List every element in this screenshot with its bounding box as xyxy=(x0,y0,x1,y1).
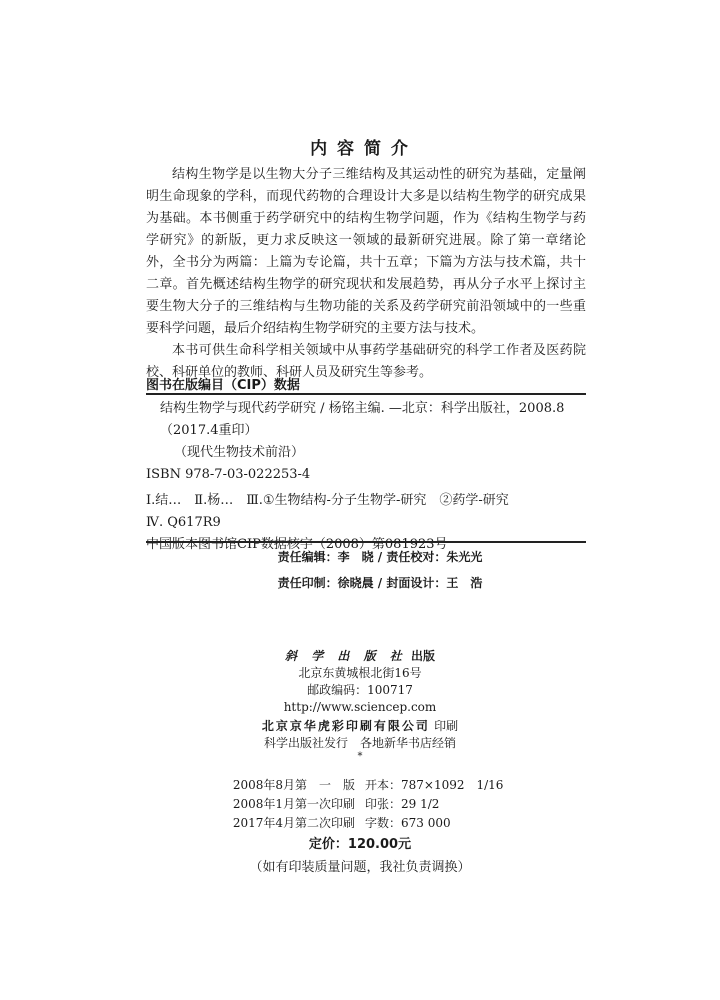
cip-isbn: ISBN 978-7-03-022253-4 xyxy=(146,467,311,482)
cip-heading: 图书在版编目（CIP）数据 xyxy=(146,378,300,393)
printer-name: 北京京华虎彩印刷有限公司 xyxy=(261,719,430,733)
printer-line xyxy=(0,718,720,735)
spec-row-edition xyxy=(0,776,720,795)
cip-bottom-rule xyxy=(146,541,586,543)
cip-data-block xyxy=(146,398,586,556)
page-title: 内 容 简 介 xyxy=(310,139,410,159)
second-printing: 2017年4月第二次印刷 xyxy=(232,816,355,830)
cip-classification-2: Ⅳ. Q617R9 xyxy=(146,515,221,530)
credits-printing-line: 责任印制：徐晓晨 / 封面设计：王 浩 xyxy=(277,576,483,590)
publisher-block xyxy=(0,648,720,762)
cip-series-line: （现代生物技术前沿） xyxy=(174,445,305,460)
spec-row-second-print xyxy=(0,814,720,833)
publisher-address: 北京东黄城根北街16号 xyxy=(298,666,422,680)
summary-paragraph-1: 结构生物学是以生物大分子三维结构及其运动性的研究为基础，定量阐明生命现象的学科，而现代药物的合理设计大多是以结构生物学的研究成果为基础。本书侧重于药学研究中的结构生物学问题，作为《结构生物学与药学研究》的新版，更力求反映这一领域的最新研究进展。除了第一章绪论外，全书分为两篇：上篇为专论篇，共十五章；下篇为方法与技术篇，共十二章。首先概述结构生物学的研究现状和发展趋势，再从分子水平上探讨主要生物大分子的三维结构与生物功能的关系及药学研究前沿领域中的一些重要科学问题，最后介绍结构生物学研究的主要方法与技术。 xyxy=(146,167,586,336)
separator-mark: * xyxy=(357,751,363,762)
edition-specs xyxy=(0,776,720,877)
publisher-website: http://www.sciencep.com xyxy=(283,700,437,714)
first-printing: 2008年1月第一次印刷 xyxy=(232,797,355,811)
edition-date: 2008年8月第 一 版 xyxy=(232,778,355,792)
content-summary xyxy=(146,164,586,384)
publisher-name-suffix: 出版 xyxy=(410,649,435,663)
price: 定价：120.00元 xyxy=(308,837,412,852)
spec-row-first-print xyxy=(0,795,720,814)
cip-classification-1: Ⅰ.结… Ⅱ.杨… Ⅲ.①生物结构-分子生物学-研究 ②药学-研究 xyxy=(146,493,509,508)
publisher-name: 斜 学 出 版 社 xyxy=(285,649,407,663)
printed-sheets: 印张：29 1/2 xyxy=(365,797,440,811)
cip-title-line: 结构生物学与现代药学研究 / 杨铭主编. —北京：科学出版社，2008.8（2017.4重印） xyxy=(160,401,565,438)
printer-suffix: 印刷 xyxy=(434,719,459,733)
format-size: 开本：787×1092 1/16 xyxy=(365,778,504,792)
credits-editor-line: 责任编辑：李 晓 / 责任校对：朱光光 xyxy=(277,550,483,564)
word-count: 字数：673 000 xyxy=(365,816,451,830)
publisher-name-line xyxy=(0,648,720,665)
cip-number: 中国版本图书馆CIP数据核字（2008）第081923号 xyxy=(146,537,448,552)
quality-notice: （如有印装质量问题，我社负责调换） xyxy=(249,860,471,875)
cip-top-rule xyxy=(146,393,586,395)
summary-paragraph-2: 本书可供生命科学相关领域中从事药学基础研究的科学工作者及医药院校、科研单位的教师、科研人员及研究生等参考。 xyxy=(146,343,586,380)
distribution-line: 科学出版社发行 各地新华书店经销 xyxy=(263,736,456,750)
publisher-postcode: 邮政编码：100717 xyxy=(307,683,413,697)
